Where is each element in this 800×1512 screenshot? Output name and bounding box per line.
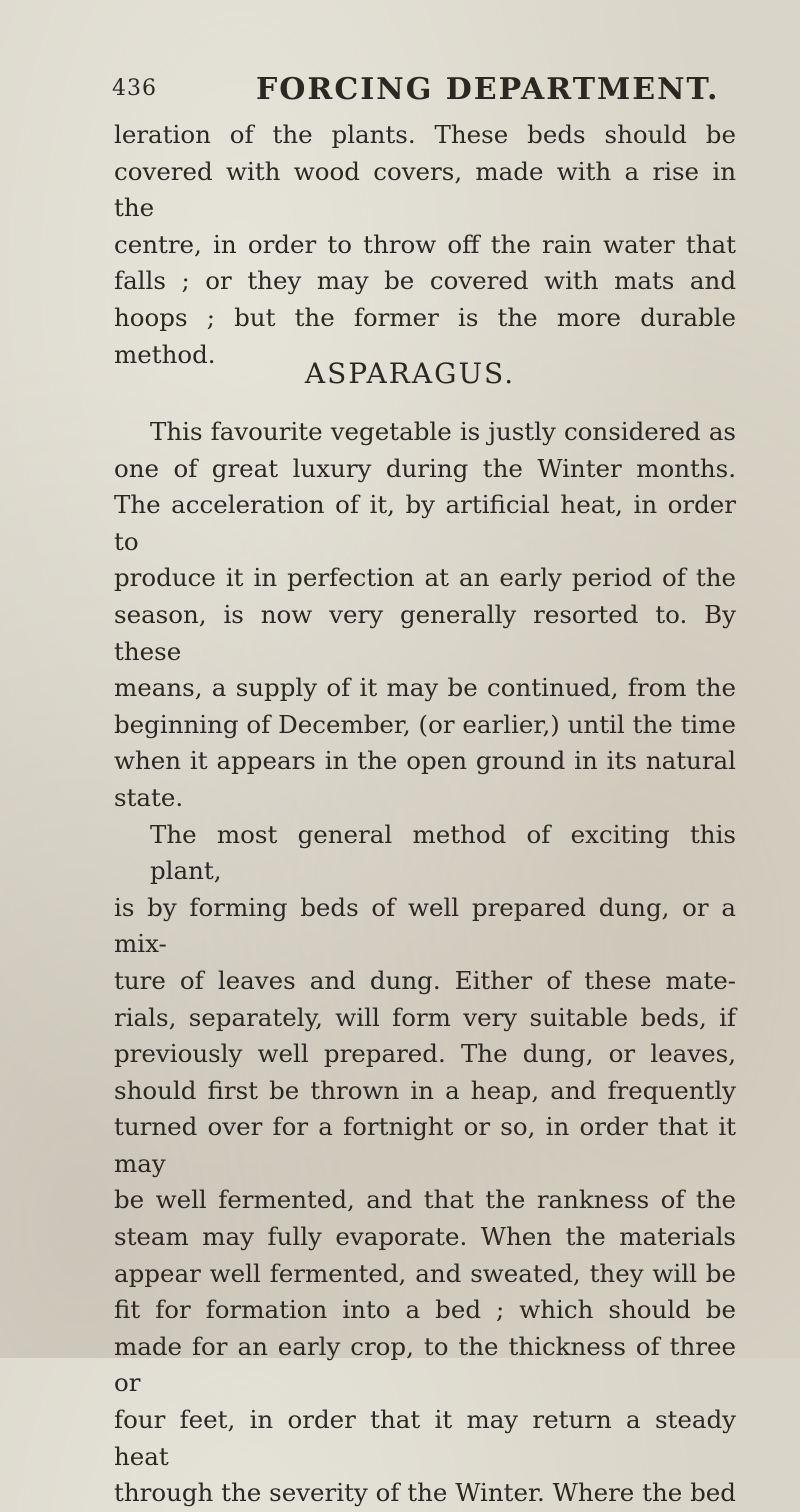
- text-line: The acceleration of it, by artificial heat, in order to: [114, 490, 736, 556]
- text-line: fit for formation into a bed ; which should be: [114, 1295, 736, 1325]
- page-number: 436: [112, 76, 157, 101]
- paragraph-continuation: [114, 117, 736, 373]
- text-line: falls ; or they may be covered with mats and: [114, 266, 736, 296]
- page-header: [110, 72, 730, 112]
- text-line: rials, separately, will form very suitable beds, if: [114, 1002, 736, 1032]
- text-line: ture of leaves and dung. Either of these mate-: [114, 965, 736, 995]
- text-line: be well fermented, and that the rankness of the: [114, 1185, 736, 1215]
- text-line: The most general method of exciting this plant,: [150, 819, 736, 886]
- text-line: should first be thrown in a heap, and frequently: [114, 1075, 736, 1105]
- text-line: appear well fermented, and sweated, they will be: [114, 1258, 736, 1288]
- text-line: previously well prepared. The dung, or leaves,: [114, 1039, 736, 1069]
- text-line: when it appears in the open ground in its natural: [114, 746, 736, 776]
- text-line: produce it in perfection at an early period of the: [114, 563, 736, 593]
- text-line: season, is now very generally resorted to. By these: [114, 599, 736, 666]
- text-line: one of great luxury during the Winter months.: [114, 453, 736, 483]
- section-heading: ASPARAGUS.: [304, 357, 516, 390]
- text-line: state.: [114, 782, 184, 812]
- text-line: beginning of December, (or earlier,) until the time: [114, 709, 736, 739]
- text-line: hoops ; but the former is the more durable method.: [114, 302, 736, 369]
- text-line: means, a supply of it may be continued, from the: [114, 673, 736, 703]
- text-line: turned over for a fortnight or so, in order that it may: [114, 1112, 736, 1178]
- text-line: steam may fully evaporate. When the materials: [114, 1222, 736, 1252]
- text-line: through the severity of the Winter. Where the bed: [114, 1478, 736, 1508]
- text-line: centre, in order to throw off the rain water that: [114, 229, 736, 259]
- text-line: covered with wood covers, made with a rise in the: [114, 156, 736, 223]
- text-line: leration of the plants. These beds should be: [114, 120, 736, 149]
- text-line: This favourite vegetable is justly considered as: [150, 417, 736, 446]
- text-line: four feet, in order that it may return a steady heat: [114, 1405, 736, 1471]
- running-head: FORCING DEPARTMENT.: [256, 72, 720, 107]
- text-line: made for an early crop, to the thickness of three or: [114, 1331, 736, 1398]
- section-body: [114, 414, 736, 1512]
- text-line: is by forming beds of well prepared dung, or a mix-: [114, 892, 736, 959]
